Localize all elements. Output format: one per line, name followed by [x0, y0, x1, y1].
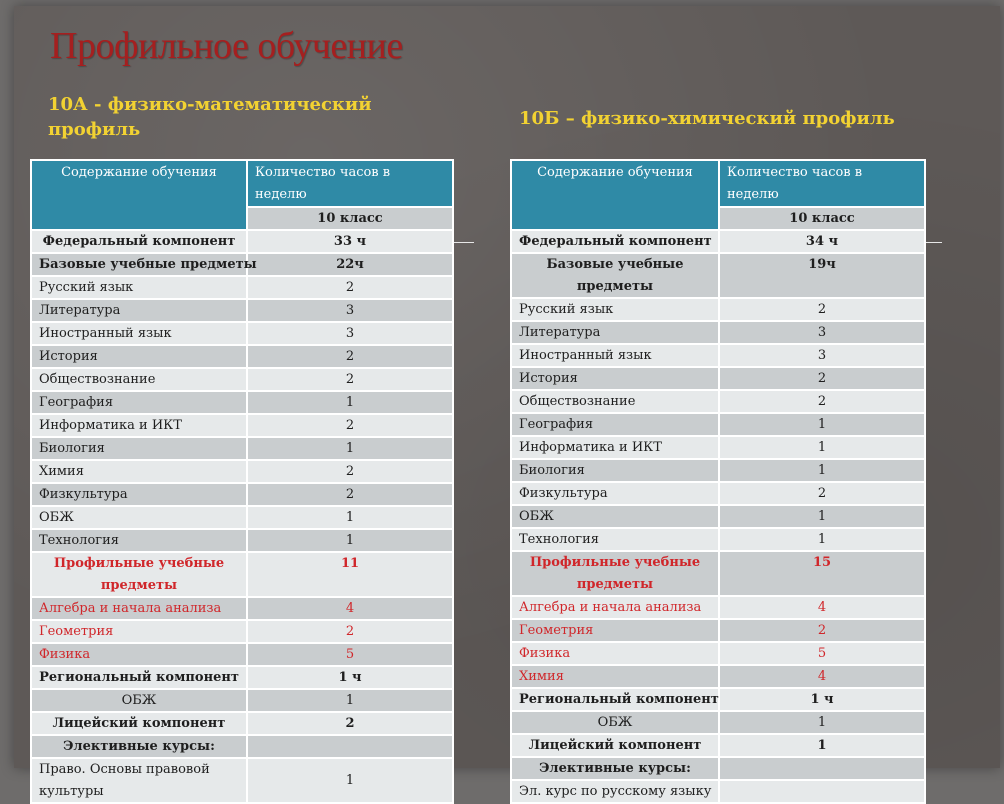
hours-value: 2: [247, 712, 453, 735]
hours-value: 1: [719, 459, 925, 482]
table-row: [31, 414, 453, 437]
subject-name: Федеральный компонент: [31, 230, 247, 253]
subject-name: ОБЖ: [31, 689, 247, 712]
hours-value: 2: [719, 298, 925, 321]
hours-value: 11: [247, 552, 453, 597]
table-row: [511, 459, 925, 482]
hours-value: 1: [719, 734, 925, 757]
table-row: [511, 665, 925, 688]
table-row: [31, 529, 453, 552]
hours-value: [719, 780, 925, 803]
subject-name: Химия: [31, 460, 247, 483]
table-row: [511, 253, 925, 298]
table-row: [511, 298, 925, 321]
hours-value: 3: [719, 321, 925, 344]
hours-value: 2: [247, 276, 453, 299]
table-row: [31, 689, 453, 712]
subject-name: Алгебра и начала анализа: [31, 597, 247, 620]
subject-name: Элективные курсы:: [31, 735, 247, 758]
table-row: [31, 620, 453, 643]
table-row: [31, 345, 453, 368]
hours-value: 2: [247, 368, 453, 391]
subject-name: Элективные курсы:: [511, 757, 719, 780]
hours-value: 2: [247, 414, 453, 437]
subject-name: ОБЖ: [31, 506, 247, 529]
table-row: [511, 734, 925, 757]
header-grade: 10 класс: [247, 207, 453, 230]
hours-value: [247, 735, 453, 758]
header-hours: Количество часов в неделю: [247, 160, 453, 207]
curriculum-table-10b: [510, 159, 926, 804]
subject-name: История: [31, 345, 247, 368]
table-row: [31, 483, 453, 506]
hours-value: 1: [719, 528, 925, 551]
hours-value: 3: [247, 322, 453, 345]
hours-value: 15: [719, 551, 925, 596]
table-row: [511, 780, 925, 803]
subject-name: Базовые учебные предметы: [511, 253, 719, 298]
table-row: [511, 436, 925, 459]
table-row: [31, 322, 453, 345]
subject-name: Эл. курс по русскому языку: [511, 780, 719, 803]
subject-name: Лицейский компонент: [31, 712, 247, 735]
table-row: [511, 757, 925, 780]
subject-name: Химия: [511, 665, 719, 688]
table-row: [511, 413, 925, 436]
table-row: [511, 482, 925, 505]
subject-name: ОБЖ: [511, 505, 719, 528]
hours-value: 2: [247, 460, 453, 483]
hours-value: 2: [247, 620, 453, 643]
subject-name: Технология: [511, 528, 719, 551]
hours-value: 5: [719, 642, 925, 665]
hours-value: 1: [719, 505, 925, 528]
subject-name: Биология: [511, 459, 719, 482]
table-row: [31, 506, 453, 529]
header-grade: 10 класс: [719, 207, 925, 230]
table-row: [511, 505, 925, 528]
hours-value: 2: [719, 482, 925, 505]
table-row: [511, 321, 925, 344]
table-row: [31, 643, 453, 666]
subject-name: Физика: [511, 642, 719, 665]
hours-value: 22ч: [247, 253, 453, 276]
subject-name: Федеральный компонент: [511, 230, 719, 253]
hours-value: 1: [247, 529, 453, 552]
subject-name: Иностранный язык: [511, 344, 719, 367]
table-row: [511, 367, 925, 390]
hours-value: 5: [247, 643, 453, 666]
hours-value: 2: [247, 483, 453, 506]
table-row: [31, 552, 453, 597]
table-row: [511, 619, 925, 642]
subject-name: Иностранный язык: [31, 322, 247, 345]
subject-name: Обществознание: [31, 368, 247, 391]
table-row: [511, 528, 925, 551]
subject-name: География: [511, 413, 719, 436]
subject-name: Базовые учебные предметы: [31, 253, 247, 276]
hours-value: 1 ч: [719, 688, 925, 711]
hours-value: 33 ч: [247, 230, 453, 253]
subject-name: Информатика и ИКТ: [31, 414, 247, 437]
slide-title: Профильное обучение: [50, 25, 403, 67]
table-row: [31, 391, 453, 414]
divider-line: [454, 242, 474, 243]
hours-value: 4: [719, 596, 925, 619]
subject-name: Обществознание: [511, 390, 719, 413]
table-row: [511, 642, 925, 665]
subject-name: Литература: [511, 321, 719, 344]
table-row: [511, 230, 925, 253]
hours-value: 1: [247, 689, 453, 712]
subject-name: Региональный компонент: [511, 688, 719, 711]
hours-value: 1 ч: [247, 666, 453, 689]
subject-name: ОБЖ: [511, 711, 719, 734]
subject-name: Профильные учебные предметы: [511, 551, 719, 596]
table-row: [31, 666, 453, 689]
divider-line: [926, 242, 942, 243]
hours-value: 1: [719, 711, 925, 734]
table-row: [31, 597, 453, 620]
table-row: [31, 735, 453, 758]
subject-name: Физкультура: [31, 483, 247, 506]
subject-name: Биология: [31, 437, 247, 460]
hours-value: 4: [719, 665, 925, 688]
hours-value: 1: [247, 437, 453, 460]
table-row: [511, 390, 925, 413]
subject-name: Алгебра и начала анализа: [511, 596, 719, 619]
table-row: [31, 460, 453, 483]
hours-value: 2: [719, 619, 925, 642]
hours-value: 3: [247, 299, 453, 322]
hours-value: 1: [719, 436, 925, 459]
subject-name: Технология: [31, 529, 247, 552]
table-row: [31, 368, 453, 391]
subject-name: Региональный компонент: [31, 666, 247, 689]
subject-name: Геометрия: [511, 619, 719, 642]
curriculum-table-10a: [30, 159, 454, 804]
subject-name: География: [31, 391, 247, 414]
table-row: [31, 253, 453, 276]
subject-name: Физика: [31, 643, 247, 666]
table-row: [31, 299, 453, 322]
subject-name: Геометрия: [31, 620, 247, 643]
hours-value: [719, 757, 925, 780]
hours-value: 1: [247, 391, 453, 414]
table-row: [31, 437, 453, 460]
profile-heading-10a: 10А - физико-математический профиль: [48, 94, 372, 140]
table-row: [511, 551, 925, 596]
header-hours: Количество часов в неделю: [719, 160, 925, 207]
hours-value: 2: [719, 390, 925, 413]
subject-name: Литература: [31, 299, 247, 322]
hours-value: 3: [719, 344, 925, 367]
table-row: [31, 712, 453, 735]
subject-name: Право. Основы правовой культуры: [31, 758, 247, 803]
table-row: [31, 276, 453, 299]
subject-name: История: [511, 367, 719, 390]
header-content: Содержание обучения: [31, 160, 247, 230]
hours-value: 2: [247, 345, 453, 368]
profile-heading-10b: 10Б – физико-химический профиль: [519, 108, 895, 129]
table-row: [31, 758, 453, 803]
hours-value: 4: [247, 597, 453, 620]
hours-value: 1: [247, 506, 453, 529]
subject-name: Русский язык: [31, 276, 247, 299]
hours-value: 34 ч: [719, 230, 925, 253]
hours-value: 1: [247, 758, 453, 803]
table-row: [31, 230, 453, 253]
subject-name: Лицейский компонент: [511, 734, 719, 757]
hours-value: 1: [719, 413, 925, 436]
subject-name: Профильные учебные предметы: [31, 552, 247, 597]
table-row: [511, 711, 925, 734]
hours-value: 2: [719, 367, 925, 390]
table-row: [511, 596, 925, 619]
hours-value: 19ч: [719, 253, 925, 298]
subject-name: Физкультура: [511, 482, 719, 505]
table-row: [511, 344, 925, 367]
table-row: [511, 688, 925, 711]
subject-name: Русский язык: [511, 298, 719, 321]
subject-name: Информатика и ИКТ: [511, 436, 719, 459]
header-content: Содержание обучения: [511, 160, 719, 230]
